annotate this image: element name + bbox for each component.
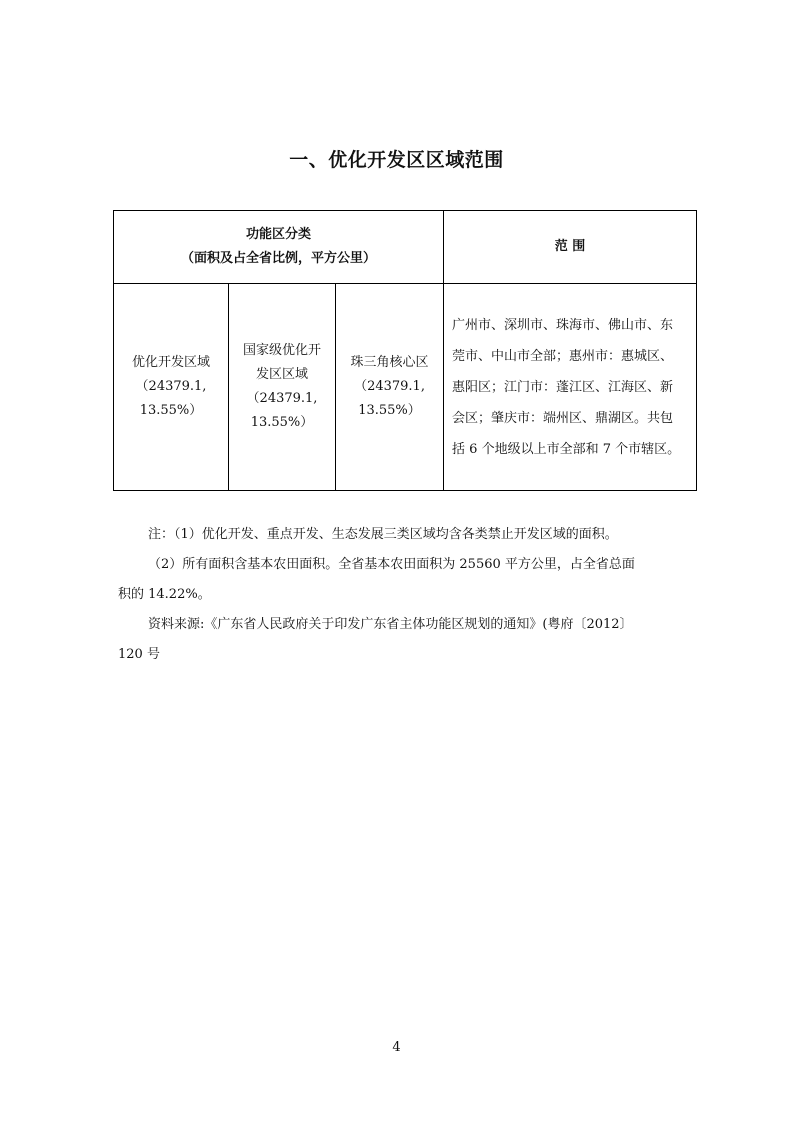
range-text-line: 莞市、中山市全部；惠州市：惠城区、 xyxy=(452,348,674,364)
cell-text: 优化开发区域 xyxy=(131,355,210,370)
cell-text: （24379.1, xyxy=(354,379,425,394)
source-note: 资料来源:《广东省人民政府关于印发广东省主体功能区规划的通知》(粤府〔2012〕 xyxy=(148,617,633,632)
header-category-title: 功能区分类 xyxy=(246,227,312,242)
cell-text: 发区区域 xyxy=(255,367,308,382)
range-text-line: 广州市、深圳市、珠海市、佛山市、东 xyxy=(452,317,674,333)
page-number: 4 xyxy=(392,1040,401,1055)
cell-text: 13.55%） xyxy=(358,403,421,418)
function-zone-table xyxy=(113,210,697,491)
table-header-row xyxy=(114,211,697,284)
header-category-cell xyxy=(114,211,444,284)
header-range-cell xyxy=(444,211,697,284)
cell-national-optimized-zone xyxy=(229,284,336,491)
range-text-line: 惠阳区；江门市：蓬江区、江海区、新 xyxy=(452,379,674,395)
notes-section xyxy=(118,520,688,670)
cell-text: 13.55%） xyxy=(250,415,314,430)
table-row xyxy=(114,284,697,491)
cell-text: （24379.1, xyxy=(246,391,318,406)
cell-text: 13.55%） xyxy=(139,403,203,418)
cell-text: 国家级优化开 xyxy=(242,343,321,358)
range-text-line: 会区；肇庆市：端州区、鼎湖区。共包 xyxy=(452,410,674,426)
cell-optimized-development-zone xyxy=(114,284,229,491)
cell-pearl-river-delta-core xyxy=(336,284,444,491)
note-2: （2）所有面积含基本农田面积。全省基本农田面积为 25560 平方公里，占全省总面 xyxy=(148,557,635,572)
cell-range-description xyxy=(444,284,697,491)
source-note-continued: 120 号 xyxy=(118,647,160,662)
cell-text: （24379.1, xyxy=(135,379,207,394)
section-title: 一、优化开发区区域范围 xyxy=(289,149,504,171)
note-1: 注：（1）优化开发、重点开发、生态发展三类区域均含各类禁止开发区域的面积。 xyxy=(148,527,618,542)
range-text-line: 括 6 个地级以上市全部和 7 个市辖区。 xyxy=(452,441,681,457)
note-2-continued: 积的 14.22%。 xyxy=(118,587,211,602)
header-range-title: 范 围 xyxy=(554,239,586,254)
header-category-subtitle: （面积及占全省比例，平方公里） xyxy=(181,251,377,266)
cell-text: 珠三角核心区 xyxy=(350,355,429,370)
